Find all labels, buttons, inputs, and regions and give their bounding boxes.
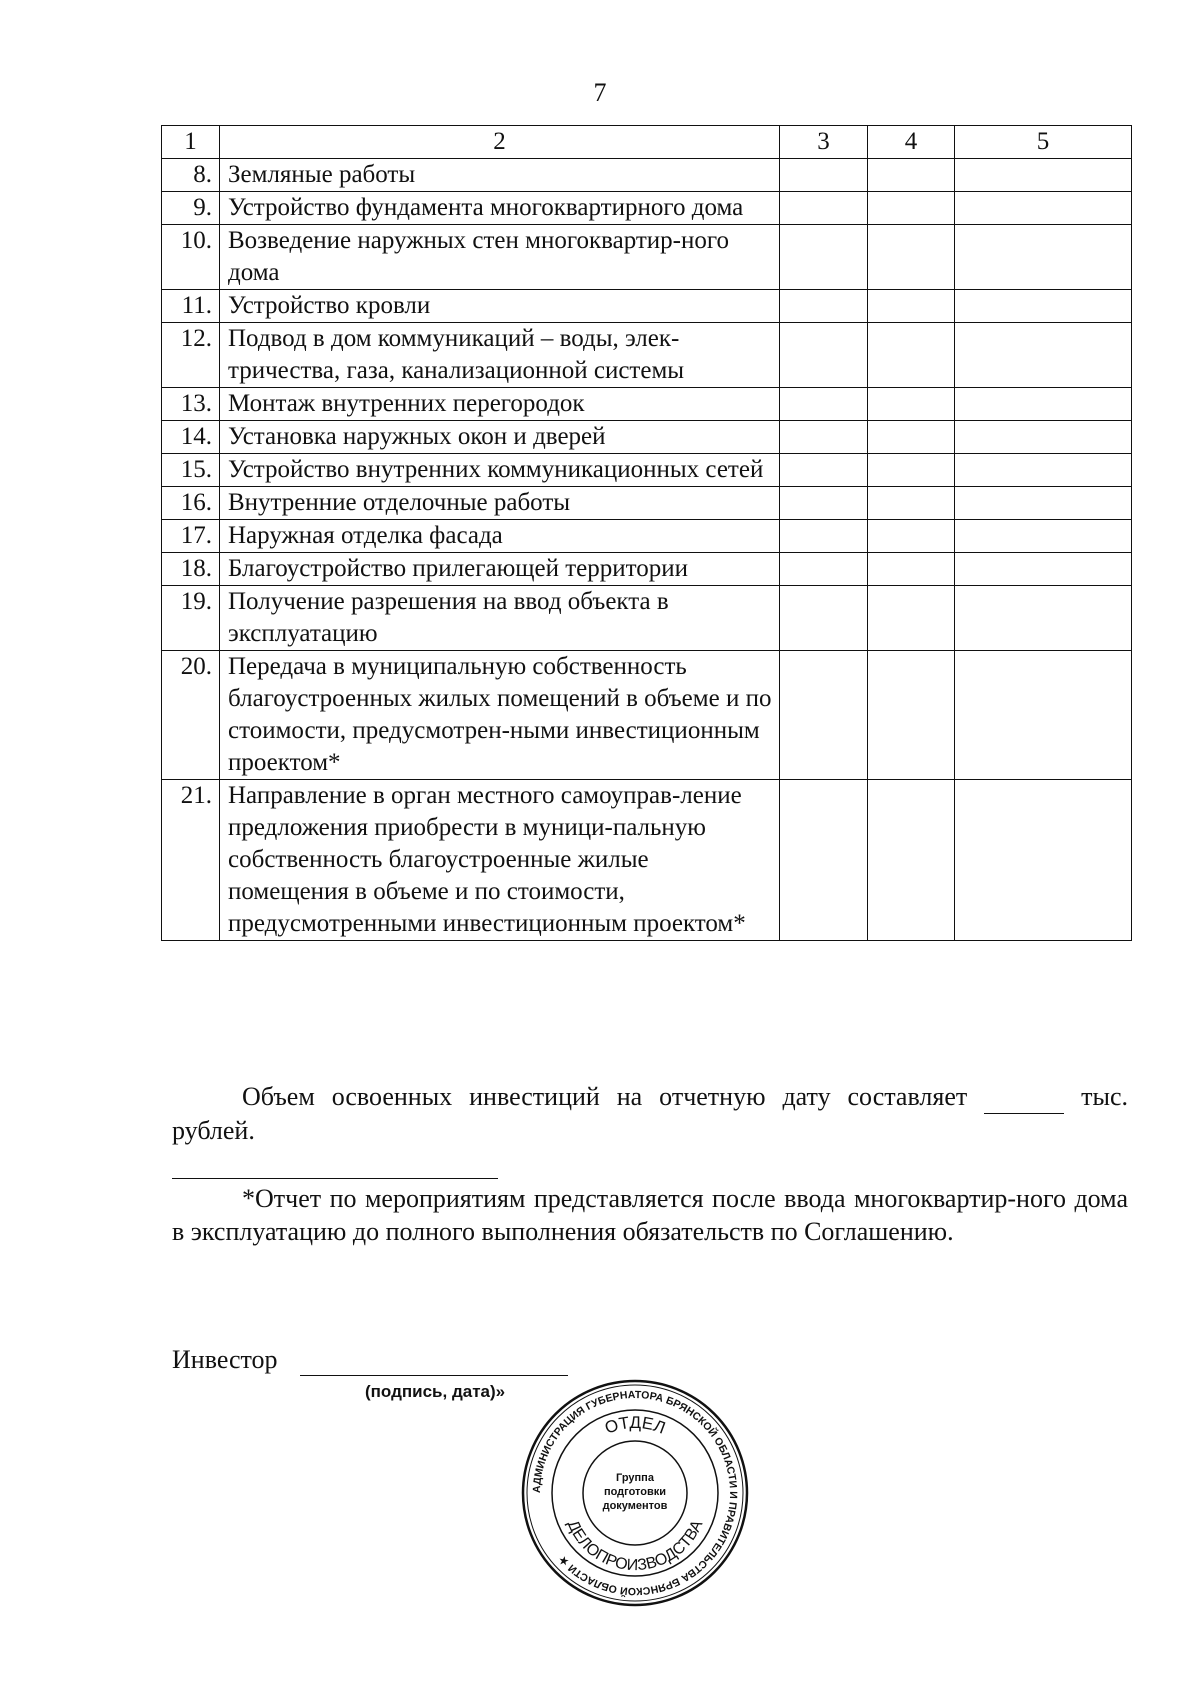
empty-cell-col3 (780, 290, 868, 323)
table-row (162, 421, 1132, 454)
empty-cell-col3 (780, 586, 868, 651)
empty-cell-col3 (780, 454, 868, 487)
empty-cell-col5 (955, 225, 1132, 290)
empty-cell-col4 (868, 192, 955, 225)
row-description: Устройство кровли (220, 290, 780, 323)
investment-amount-blank (984, 1080, 1064, 1114)
stamp-center-line: подготовки (603, 1486, 667, 1498)
table-row (162, 520, 1132, 553)
table-row (162, 323, 1132, 388)
empty-cell-col5 (955, 192, 1132, 225)
row-number: 18. (162, 553, 220, 586)
table-row (162, 586, 1132, 651)
empty-cell-col5 (955, 553, 1132, 586)
row-description: Благоустройство прилегающей территории (220, 553, 780, 586)
row-number: 17. (162, 520, 220, 553)
row-number: 15. (162, 454, 220, 487)
empty-cell-col5 (955, 290, 1132, 323)
row-number: 14. (162, 421, 220, 454)
empty-cell-col3 (780, 192, 868, 225)
signature-caption: (подпись, дата)» (365, 1382, 506, 1401)
empty-cell-col4 (868, 421, 955, 454)
row-description: Монтаж внутренних перегородок (220, 388, 780, 421)
table-row (162, 388, 1132, 421)
empty-cell-col5 (955, 323, 1132, 388)
row-number: 19. (162, 586, 220, 651)
empty-cell-col4 (868, 553, 955, 586)
row-description: Возведение наружных стен многоквартир-ного дома (220, 225, 780, 290)
stamp-center-line: Группа (616, 1472, 654, 1484)
empty-cell-col3 (780, 487, 868, 520)
empty-cell-col4 (868, 520, 955, 553)
row-number: 11. (162, 290, 220, 323)
empty-cell-col5 (955, 421, 1132, 454)
header-cell-2: 2 (220, 126, 780, 159)
row-description: Направление в орган местного самоуправ-ление предложения приобрести в муници-пальную собственность благоустроенные жилые помещения в объеме и по стоимости, предусмотренными инвестиционным проектом* (220, 780, 780, 941)
table-row (162, 487, 1132, 520)
stamp-ring-text: ДЕЛОПРОИЗВОДСТВА (563, 1517, 707, 1575)
table-row (162, 159, 1132, 192)
empty-cell-col5 (955, 388, 1132, 421)
header-cell-1: 1 (162, 126, 220, 159)
empty-cell-col4 (868, 159, 955, 192)
header-cell-4: 4 (868, 126, 955, 159)
empty-cell-col3 (780, 553, 868, 586)
stamp-department: ОТДЕЛ (602, 1412, 668, 1438)
empty-cell-col5 (955, 487, 1132, 520)
empty-cell-col4 (868, 290, 955, 323)
row-number: 8. (162, 159, 220, 192)
empty-cell-col3 (780, 323, 868, 388)
row-number: 12. (162, 323, 220, 388)
empty-cell-col3 (780, 651, 868, 780)
empty-cell-col4 (868, 323, 955, 388)
empty-cell-col5 (955, 780, 1132, 941)
empty-cell-col4 (868, 225, 955, 290)
table-row (162, 651, 1132, 780)
table-row (162, 780, 1132, 941)
header-cell-3: 3 (780, 126, 868, 159)
empty-cell-col3 (780, 780, 868, 941)
empty-cell-col3 (780, 520, 868, 553)
stamp-center-line: документов (602, 1500, 668, 1512)
stamp-outer-text: АДМИНИСТРАЦИЯ ГУБЕРНАТОРА БРЯНСКОЙ ОБЛАСТИ И ПРАВИТЕЛЬСТВА БРЯНСКОЙ ОБЛАСТИ ★ (530, 1388, 740, 1598)
row-description: Получение разрешения на ввод объекта в эксплуатацию (220, 586, 780, 651)
empty-cell-col4 (868, 487, 955, 520)
empty-cell-col4 (868, 388, 955, 421)
empty-cell-col4 (868, 454, 955, 487)
footnote-divider (172, 1178, 498, 1179)
page-number: 7 (593, 78, 607, 107)
empty-cell-col5 (955, 651, 1132, 780)
empty-cell-col4 (868, 586, 955, 651)
empty-cell-col3 (780, 225, 868, 290)
row-number: 21. (162, 780, 220, 941)
row-number: 13. (162, 388, 220, 421)
empty-cell-col3 (780, 388, 868, 421)
empty-cell-col5 (955, 586, 1132, 651)
table-row (162, 192, 1132, 225)
row-number: 20. (162, 651, 220, 780)
row-description: Устройство внутренних коммуникационных сетей (220, 454, 780, 487)
table-row (162, 290, 1132, 323)
stamp-center-text (603, 1472, 668, 1512)
row-number: 9. (162, 192, 220, 225)
empty-cell-col5 (955, 454, 1132, 487)
works-table (161, 125, 1132, 941)
row-number: 10. (162, 225, 220, 290)
empty-cell-col5 (955, 520, 1132, 553)
table-row (162, 553, 1132, 586)
row-description: Подвод в дом коммуникаций – воды, элек-тричества, газа, канализационной системы (220, 323, 780, 388)
footnote-text: *Отчет по мероприятиям представляется после ввода многоквартир-ного дома в эксплуатацию до полного выполнения обязательств по Соглашению. (172, 1184, 1128, 1246)
row-description: Установка наружных окон и дверей (220, 421, 780, 454)
investment-text-before: Объем освоенных инвестиций на отчетную дату составляет (242, 1082, 968, 1111)
office-stamp (520, 1378, 750, 1608)
row-description: Внутренние отделочные работы (220, 487, 780, 520)
empty-cell-col4 (868, 780, 955, 941)
row-description: Земляные работы (220, 159, 780, 192)
empty-cell-col3 (780, 421, 868, 454)
row-description: Наружная отделка фасада (220, 520, 780, 553)
row-number: 16. (162, 487, 220, 520)
table-header-row (162, 126, 1132, 159)
table-row (162, 454, 1132, 487)
table-row (162, 225, 1132, 290)
investment-paragraph (172, 1080, 1128, 1147)
signature-line (300, 1375, 568, 1376)
investment-text-after: тыс. рублей. (172, 1082, 1129, 1145)
investor-label: Инвестор (172, 1345, 278, 1374)
row-description: Передача в муниципальную собственность благоустроенных жилых помещений в объеме и по стоимости, предусмотрен-ными инвестиционным проектом* (220, 651, 780, 780)
empty-cell-col5 (955, 159, 1132, 192)
row-description: Устройство фундамента многоквартирного дома (220, 192, 780, 225)
empty-cell-col4 (868, 651, 955, 780)
header-cell-5: 5 (955, 126, 1132, 159)
empty-cell-col3 (780, 159, 868, 192)
